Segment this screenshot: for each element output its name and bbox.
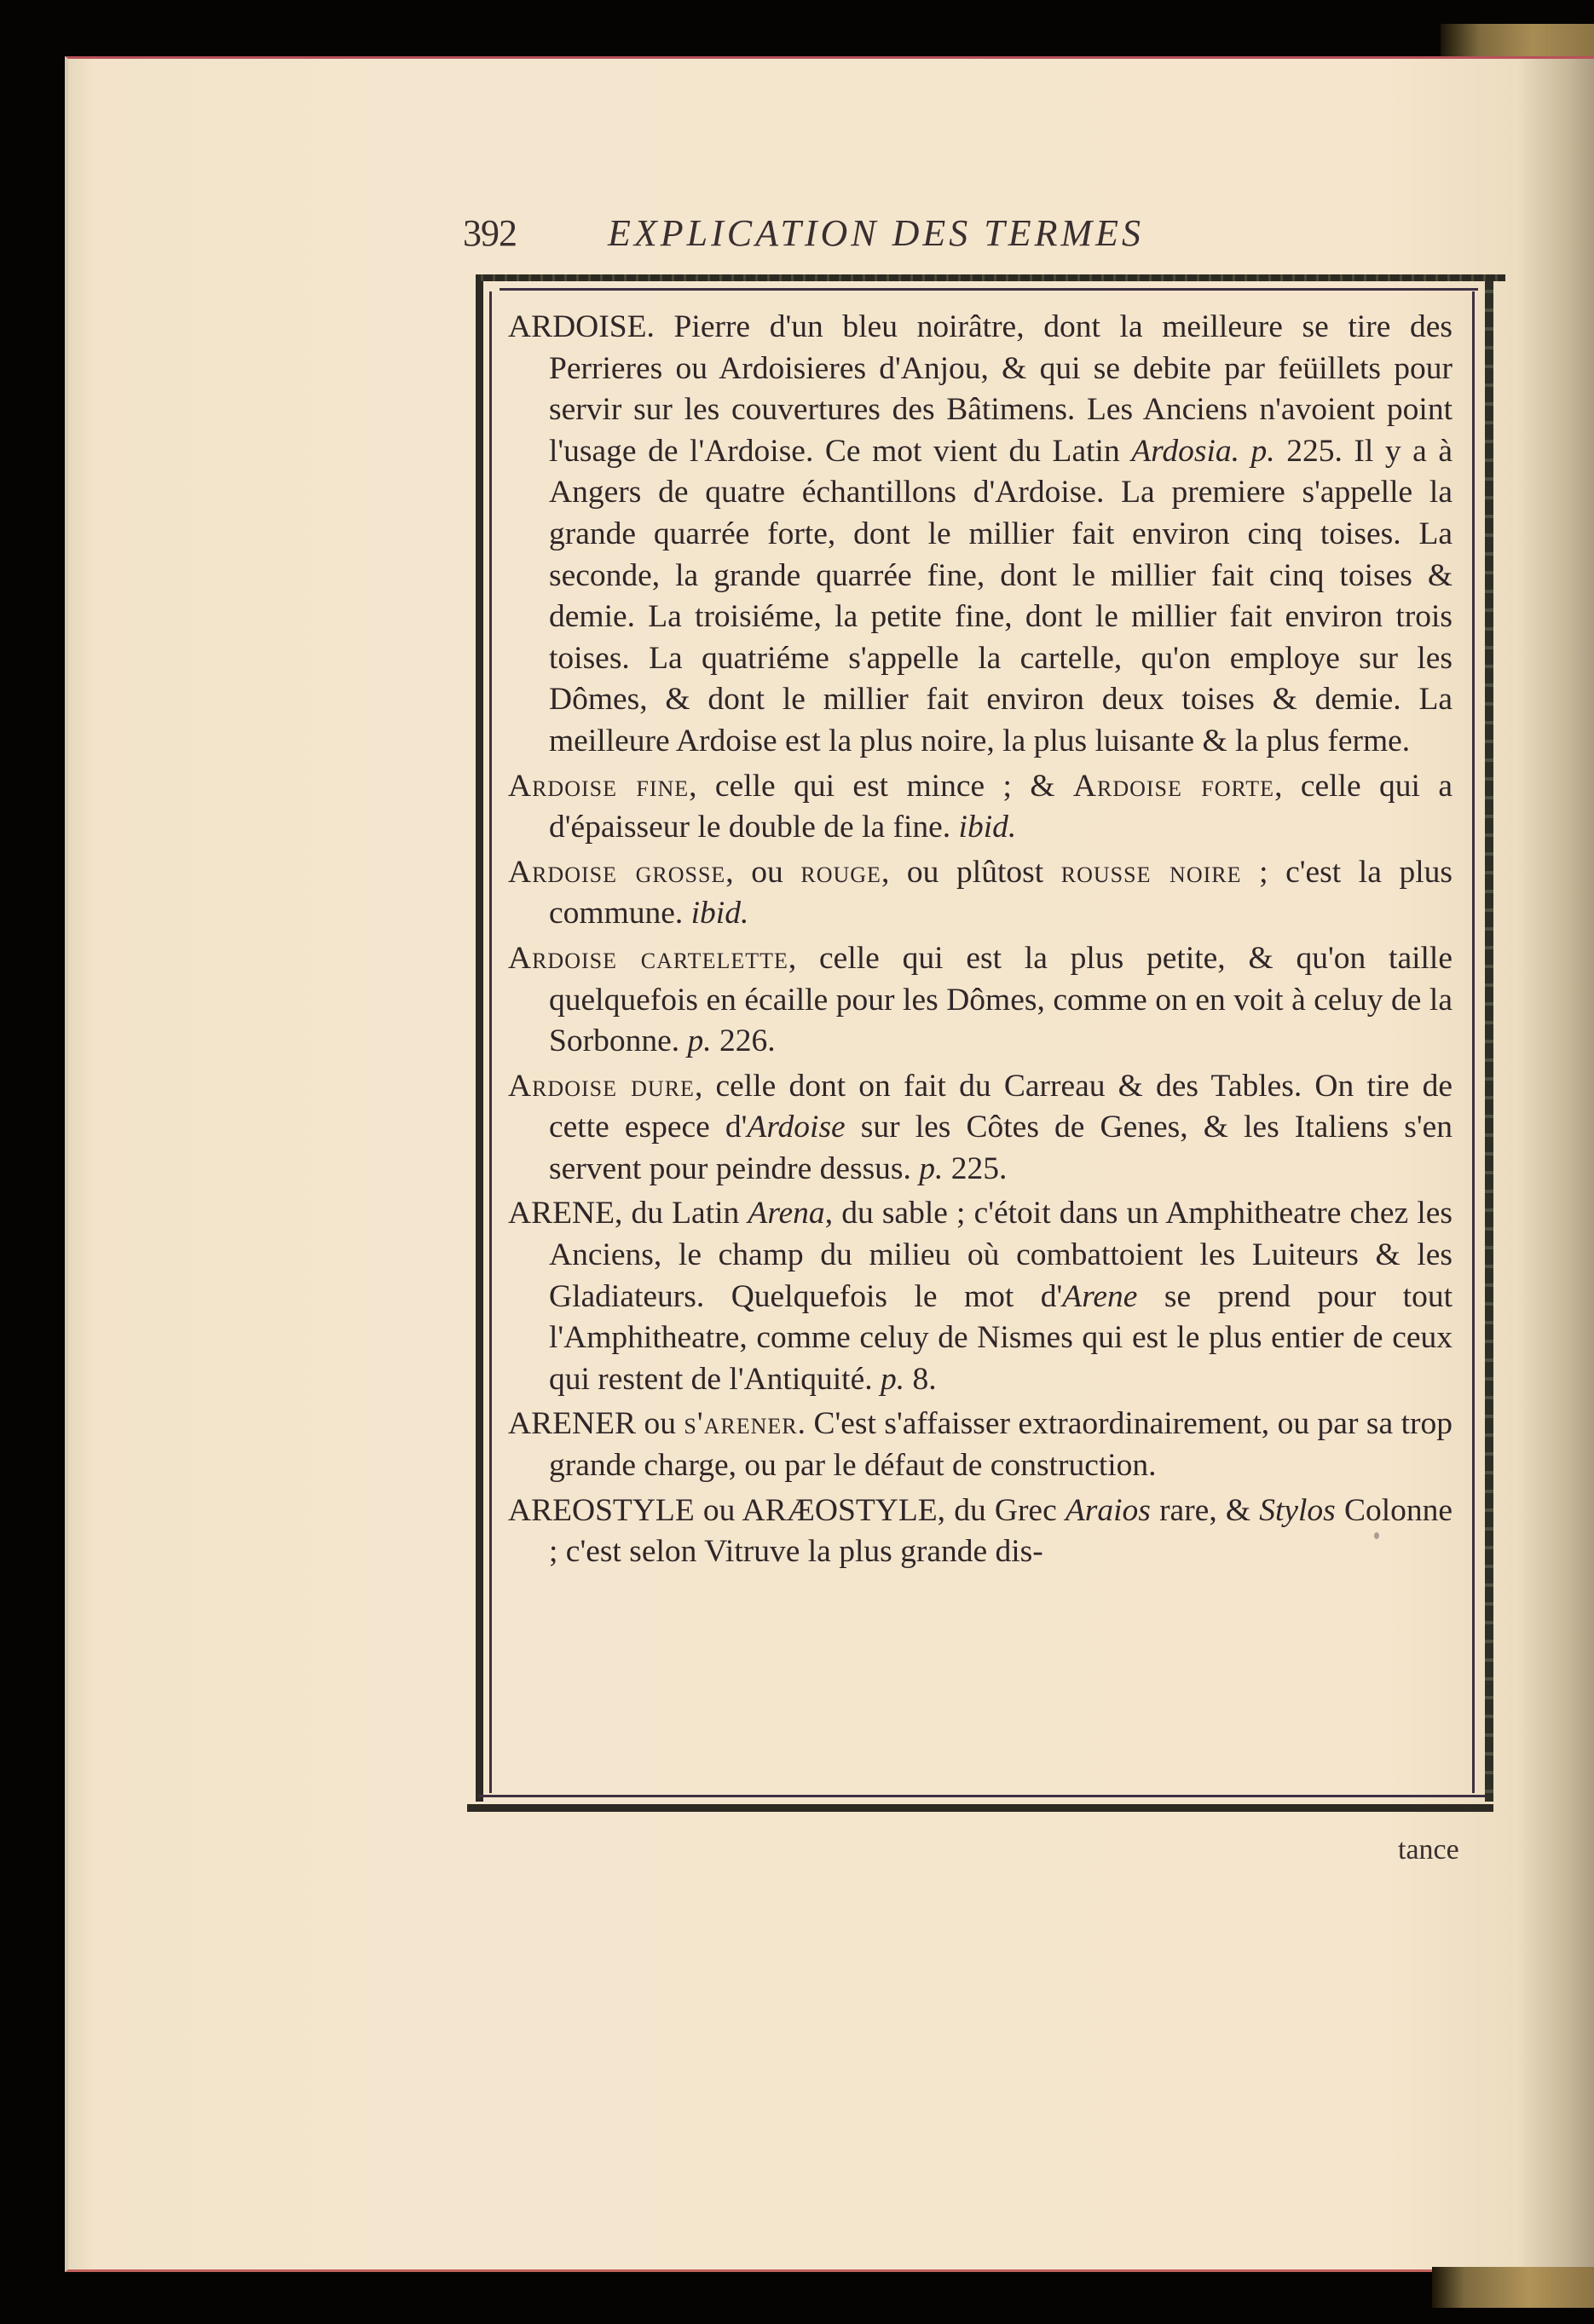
entry-text: ARDOISE. — [508, 309, 655, 344]
frame-rule-left-thick — [476, 281, 483, 1802]
frame-rule-left-thin — [489, 291, 492, 1793]
entry-text: 226. — [711, 1024, 776, 1059]
frame-rule-bottom-thick — [467, 1804, 1493, 1812]
entry-italic-text: Arene — [1062, 1278, 1138, 1314]
entry-text: 225. Il y a à Angers de quatre échantillons d'Ardoise. La premiere s'appelle la grande quarrée forte, dont le millier fait environ cinq toises. La seconde, la grande quarrée fine, dont le millier fait cinq toises & demie. La troisiéme, la petite fine, dont le millier fait environ trois toises. La quatriéme s'appelle la cartelle, qu'on employe sur les Dômes, & dont le millier fait environ deux toises & demie. La meilleure Ardoise est la plus noire, la plus luisante & la plus ferme. — [549, 433, 1453, 758]
entry-italic-text: Araios — [1065, 1492, 1151, 1528]
glossary-entry — [508, 1491, 1453, 1573]
entry-term-smallcaps: Ardoise grosse — [508, 854, 726, 890]
entry-text: ARENER — [508, 1406, 636, 1442]
entry-text: , celle dont on fait du Carreau & des Tables. On tire de cette espece d' — [549, 1068, 1453, 1145]
frame-rule-top-thin — [500, 288, 1478, 291]
entry-italic-text: Arena — [748, 1196, 825, 1231]
entry-italic-text: Stylos — [1259, 1492, 1336, 1528]
page-number: 392 — [463, 212, 517, 254]
entry-italic-text: p. — [919, 1150, 944, 1186]
running-head-title: EXPLICATION DES TERMES — [608, 212, 1144, 254]
ink-smudge — [1374, 1532, 1379, 1539]
frame-rule-bottom-thin — [479, 1795, 1485, 1797]
catchword: tance — [1398, 1834, 1459, 1866]
entry-term-smallcaps: Ardoise fine — [508, 768, 690, 804]
entry-italic-text: Ardosia. p. — [1131, 433, 1275, 469]
entry-text: AREOSTYLE ou ARÆOSTYLE — [508, 1492, 938, 1528]
adjacent-page-edge-bottom — [1432, 2267, 1594, 2308]
entry-text: , celle qui est mince ; & — [689, 768, 1073, 804]
entry-text: . C'est s'affaisser extraordinairement, ou par sa trop grande charge, ou par le défaut de construction. — [549, 1406, 1453, 1484]
entry-text: , ou plûtost — [881, 854, 1061, 890]
entry-text: 225. — [943, 1150, 1008, 1186]
frame-rule-right-thin — [1472, 291, 1475, 1793]
glossary-entry — [508, 307, 1453, 763]
entry-term-smallcaps: s'arener — [684, 1406, 798, 1442]
entry-text: ; c'est la plus commune. — [549, 854, 1453, 931]
entry-text: ARENE — [508, 1196, 615, 1231]
glossary-entry — [508, 852, 1453, 935]
entry-text: , du sable ; c'étoit dans un Amphitheatre chez les Anciens, le champ du milieu où combattoient les Luiteurs & les Gladiateurs. Quelquefois le mot d' — [549, 1196, 1453, 1314]
glossary-entry — [508, 938, 1453, 1063]
entry-italic-text: p. — [880, 1361, 905, 1397]
entry-text: , ou — [725, 854, 801, 890]
entry-term-smallcaps: rousse noire — [1060, 854, 1242, 890]
frame-rule-top-thick — [476, 274, 1505, 281]
entry-italic-text: p. — [687, 1024, 712, 1059]
entry-term-smallcaps: Ardoise cartelette — [508, 940, 788, 976]
entry-text: sur les Côtes de Genes, & les Italiens s'en servent pour peindre dessus. — [549, 1110, 1453, 1186]
entry-term-smallcaps: Ardoise dure — [508, 1068, 695, 1104]
entry-text: , du Grec — [937, 1492, 1066, 1528]
glossary-entries — [508, 307, 1453, 1573]
entry-text: , celle qui est la plus petite, & qu'on taille quelquefois en écaille pour les Dômes, comme on en voit à celuy de la Sorbonne. — [549, 940, 1453, 1059]
entry-term-smallcaps: Ardoise forte — [1072, 768, 1275, 804]
adjacent-page-edge-top — [1441, 24, 1594, 56]
entry-text: , du Latin — [615, 1196, 748, 1231]
entry-text: rare, & — [1150, 1492, 1260, 1528]
frame-rule-right-thick — [1485, 281, 1493, 1802]
running-head — [463, 211, 1486, 262]
entry-italic-text: ibid. — [958, 810, 1017, 845]
entry-term-smallcaps: rouge — [800, 854, 881, 890]
entry-text: se prend pour tout l'Amphitheatre, comme celuy de Nismes qui est le plus entier de ceux qui restent de l'Antiquité. — [549, 1278, 1453, 1397]
entry-italic-text: Ardoise — [747, 1110, 846, 1145]
entry-text: , celle qui a d'épaisseur le double de la fine. — [549, 768, 1453, 845]
entry-text: Pierre d'un bleu noirâtre, dont la meilleure se tire des Perrieres ou Ardoisieres d'Anjou, & qui se debite par feüillets pour servir sur les couvertures des Bâtimens. Les Anciens n'avoient point l'usage de l'Ardoise. Ce mot vient du Latin — [549, 309, 1453, 469]
entry-italic-text: ibid. — [690, 896, 749, 931]
glossary-entry — [508, 1066, 1453, 1191]
entry-text: Colonne ; c'est selon Vitruve la plus grande dis- — [549, 1492, 1453, 1570]
entry-text: 8. — [904, 1361, 937, 1397]
glossary-entry — [508, 1193, 1453, 1400]
glossary-entry — [508, 1404, 1453, 1486]
entry-text: ou — [636, 1406, 684, 1442]
glossary-entry — [508, 766, 1453, 849]
